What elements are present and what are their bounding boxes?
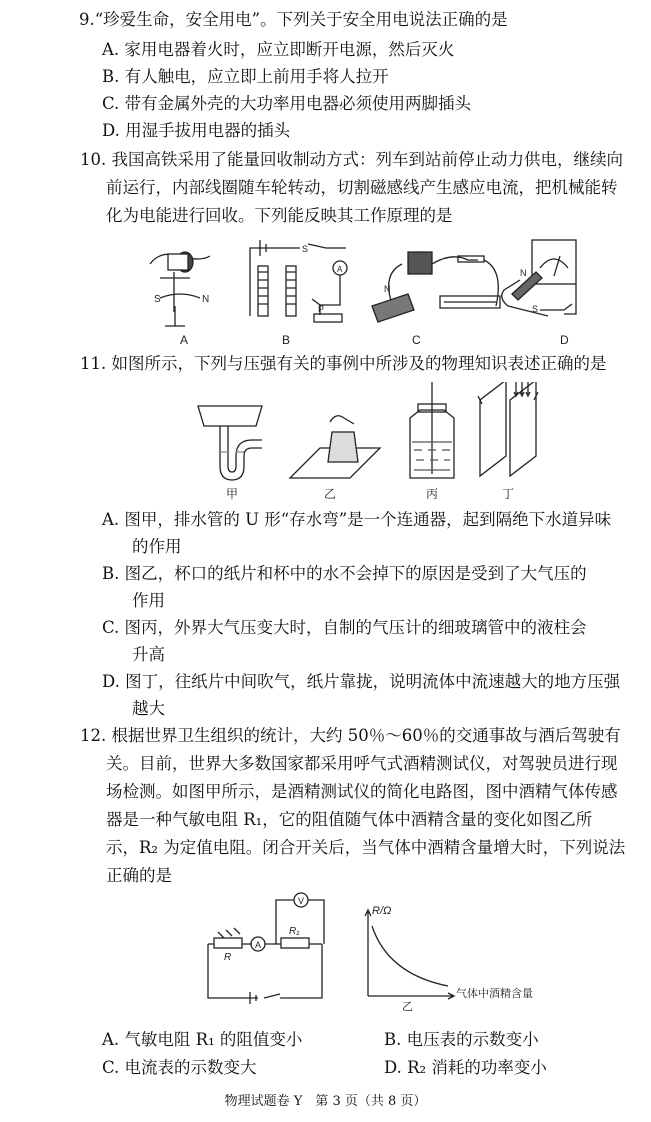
q12-option-d: D. R₂ 消耗的功率变小 <box>384 1058 547 1077</box>
q12-circuit <box>200 888 340 1004</box>
q10-mark-s-d: S <box>532 304 539 314</box>
q12-line-5: 示，R₂ 为定值电阻。闭合开关后，当气体中酒精含量增大时，下列说法 <box>106 838 626 857</box>
q10-mark-n-d: N <box>520 268 527 278</box>
q11-label-ding: 丁 <box>502 487 515 500</box>
q11-option-a: A. 图甲，排水管的 U 形“存水弯”是一个连通器，起到隔绝下水道异味 <box>102 510 612 529</box>
q10-label-c: C <box>412 333 421 347</box>
q12-graph <box>358 900 558 1012</box>
q12-graph-ylabel: R/Ω <box>372 905 392 917</box>
q12-line-6: 正确的是 <box>106 866 172 885</box>
q11-label-yi: 乙 <box>324 487 337 500</box>
question-10 <box>80 146 640 230</box>
q10-fig-d <box>502 240 576 316</box>
question-9 <box>80 6 640 34</box>
q11-option-c: C. 图丙，外界大气压变大时，自制的气压计的细玻璃管中的液柱会 <box>102 618 587 637</box>
q12-graph-y-axis <box>365 910 371 996</box>
q10-mark-n-c: N <box>384 284 391 294</box>
q10-mark-s-a: S <box>154 294 161 305</box>
q12-option-c: C. 电流表的示数变大 <box>102 1058 257 1077</box>
q9-option-d: D. 用湿手拔用电器的插头 <box>102 121 291 140</box>
q12-line-3: 场检测。如图甲所示，是酒精测试仪的简化电路图，图中酒精气体传感 <box>106 782 618 801</box>
q10-label-d: D <box>560 333 569 347</box>
q10-label-b: B <box>282 333 291 347</box>
q9-option-c: C. 带有金属外壳的大功率用电器必须使用两脚插头 <box>102 94 472 113</box>
q10-fig-a <box>150 252 210 326</box>
q11-option-d: D. 图丁，往纸片中间吹气，纸片靠拢，说明流体中流速越大的地方压强 <box>102 672 621 691</box>
q11-fig-yi <box>290 416 380 478</box>
q10-mark-p-b: P <box>318 304 325 314</box>
q10-fig-c <box>372 252 500 322</box>
q10-mark-s-b: S <box>302 244 309 254</box>
q11-figure <box>190 382 560 500</box>
q12-line-1: 12. 根据世界卫生组织的统计，大约 50％～60％的交通事故与酒后驾驶有 <box>80 726 621 745</box>
q12-resistor-r1 <box>281 938 309 948</box>
q11-option-d-cont: 越大 <box>132 699 165 718</box>
q10-ammeter-b: A <box>337 265 343 274</box>
q12-graph-x-axis <box>368 993 454 999</box>
page-footer: 物理试题卷 Y 第 3 页（共 8 页） <box>224 1094 427 1109</box>
q12-option-b: B. 电压表的示数变小 <box>384 1030 539 1049</box>
q10-line-2: 前运行，内部线圈随车轮转动，切割磁感线产生感应电流，把机械能转 <box>106 178 618 197</box>
question-9-stem: 9.“珍爱生命，安全用电”。下列关于安全用电说法正确的是 <box>79 10 508 29</box>
q9-option-b: B. 有人触电，应立即上前用手将人拉开 <box>102 67 389 86</box>
q12-line-2: 关。目前，世界大多数国家都采用呼气式酒精测试仪，对驾驶员进行现 <box>106 754 618 773</box>
q11-label-bing: 丙 <box>426 487 439 500</box>
q12-resistor-r-label: R <box>224 952 232 963</box>
q11-option-b-cont: 作用 <box>132 591 165 610</box>
question-12 <box>80 722 640 890</box>
q10-line-1: 10. 我国高铁采用了能量回收制动方式：列车到站前停止动力供电，继续向 <box>80 150 623 169</box>
q12-ammeter-label: A <box>255 940 262 950</box>
q11-option-b: B. 图乙，杯口的纸片和杯中的水不会掉下的原因是受到了大气压的 <box>102 564 587 583</box>
q12-line-4: 器是一种气敏电阻 R₁，它的阻值随气体中酒精含量的变化如图乙所 <box>106 810 593 829</box>
q12-graph-xlabel: 气体中酒精含量 <box>456 988 533 1000</box>
q10-fig-b <box>250 240 347 322</box>
q12-resistor-r1-label: R₁ <box>289 926 300 937</box>
q10-label-a: A <box>180 333 189 347</box>
q10-figure <box>140 236 610 348</box>
q12-resistor-r <box>214 938 242 948</box>
q10-line-3: 化为电能进行回收。下列能反映其工作原理的是 <box>106 206 453 225</box>
q11-label-jia: 甲 <box>226 487 239 500</box>
q11-fig-bing <box>410 382 454 478</box>
q11-option-c-cont: 升高 <box>132 645 165 664</box>
q12-graph-curve <box>372 926 448 986</box>
question-11 <box>80 350 640 378</box>
q12-graph-caption: 乙 <box>402 1001 413 1012</box>
q12-option-a: A. 气敏电阻 R₁ 的阻值变小 <box>102 1030 303 1049</box>
q11-fig-jia <box>198 406 262 480</box>
q11-fig-ding <box>478 382 538 476</box>
q11-option-a-cont: 的作用 <box>132 537 182 556</box>
q12-voltmeter-label: V <box>298 896 305 906</box>
q10-mark-n-a: N <box>202 294 210 305</box>
q9-option-a: A. 家用电器着火时，应立即断开电源，然后灭火 <box>102 40 455 59</box>
question-11-stem: 11. 如图所示，下列与压强有关的事例中所涉及的物理知识表述正确的是 <box>80 354 607 373</box>
